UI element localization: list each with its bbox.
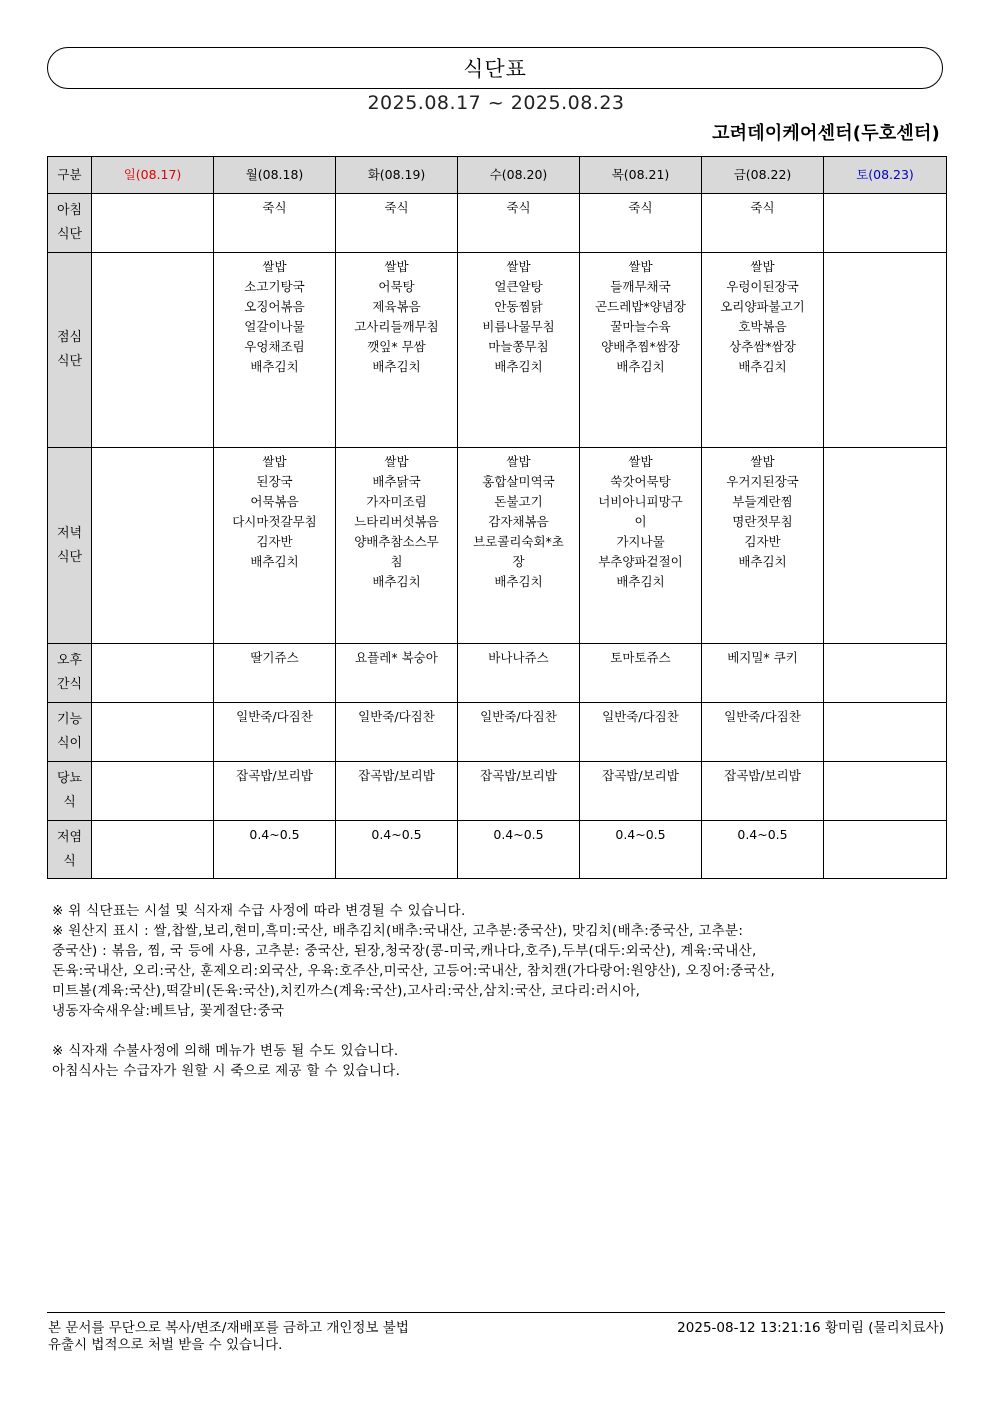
menu-item: 우렁이된장국 bbox=[726, 279, 799, 294]
menu-cell-functional-diet-thu bbox=[580, 703, 702, 762]
menu-item: 죽식 bbox=[384, 200, 409, 215]
menu-cell-lunch-fri bbox=[702, 253, 824, 448]
day-header-wed: 수(08.20) bbox=[458, 157, 580, 194]
menu-cell-diabetic-diet-sun bbox=[92, 762, 214, 821]
menu-item: 들깨무채국 bbox=[610, 279, 671, 294]
menu-cell-functional-diet-sat bbox=[824, 703, 947, 762]
row-label-text: 식 bbox=[63, 795, 76, 810]
menu-period: 2025.08.17 ~ 2025.08.23 bbox=[367, 92, 625, 114]
menu-item: 명란젓무침 bbox=[732, 514, 793, 529]
menu-item: 배추김치 bbox=[250, 554, 299, 569]
day-header-sun: 일(08.17) bbox=[92, 157, 214, 194]
footer-disclaimer-line1: 본 문서를 무단으로 복사/변조/재배포를 금하고 개인정보 불법 bbox=[48, 1320, 409, 1336]
menu-item: 잡곡밥/보리밥 bbox=[236, 768, 313, 783]
menu-item: 죽식 bbox=[750, 200, 775, 215]
table-row-functional-diet bbox=[48, 703, 947, 762]
menu-item: 잡곡밥/보리밥 bbox=[602, 768, 679, 783]
menu-item: 0.4~0.5 bbox=[615, 827, 666, 842]
menu-item: 배추김치 bbox=[372, 359, 421, 374]
corner-label: 구분 bbox=[48, 157, 92, 194]
menu-item: 쌀밥 bbox=[628, 454, 653, 469]
menu-cell-dinner-sat bbox=[824, 448, 947, 644]
menu-item: 잡곡밥/보리밥 bbox=[480, 768, 557, 783]
menu-item: 0.4~0.5 bbox=[493, 827, 544, 842]
menu-item: 쌀밥 bbox=[384, 454, 409, 469]
table-row-afternoon-snack bbox=[48, 644, 947, 703]
row-label-text: 식 bbox=[63, 853, 76, 869]
menu-item: 바나나쥬스 bbox=[488, 650, 549, 665]
menu-cell-low-sodium-diet-sun bbox=[92, 821, 214, 879]
menu-cell-dinner-wed bbox=[458, 448, 580, 644]
footer-disclaimer bbox=[48, 1320, 409, 1354]
menu-item: 쑥갓어묵탕 bbox=[610, 474, 671, 489]
menu-item: 소고기탕국 bbox=[244, 279, 305, 294]
row-label-functional-diet bbox=[48, 703, 92, 762]
menu-item: 0.4~0.5 bbox=[737, 827, 788, 842]
menu-cell-dinner-sun bbox=[92, 448, 214, 644]
menu-item: 고사리들깨무침 bbox=[354, 319, 439, 334]
table-header-row bbox=[48, 157, 947, 194]
menu-cell-afternoon-snack-wed bbox=[458, 644, 580, 703]
row-label-diabetic-diet bbox=[48, 762, 92, 821]
menu-cell-afternoon-snack-mon bbox=[214, 644, 336, 703]
menu-item: 배추김치 bbox=[250, 359, 299, 374]
menu-item: 김자반 bbox=[256, 534, 293, 549]
menu-cell-dinner-fri bbox=[702, 448, 824, 644]
menu-cell-low-sodium-diet-sat bbox=[824, 821, 947, 879]
note-line: 아침식사는 수급자가 원할 시 죽으로 제공 할 수 있습니다. bbox=[52, 1063, 401, 1079]
menu-item: 요플레* 복숭아 bbox=[355, 650, 438, 665]
row-label-lunch bbox=[48, 253, 92, 448]
menu-cell-functional-diet-fri bbox=[702, 703, 824, 762]
menu-item: 곤드레밥*양념장 bbox=[595, 299, 686, 314]
row-label-afternoon-snack bbox=[48, 644, 92, 703]
day-header-fri: 금(08.22) bbox=[702, 157, 824, 194]
note-line: 중국산) : 볶음, 찜, 국 등에 사용, 고추분: 중국산, 된장,청국장(콩-미국,캐나다,호주),두부(대두:외국산), 계육:국내산, bbox=[52, 943, 757, 959]
row-label-text: 식단 bbox=[56, 549, 83, 565]
menu-cell-lunch-sun bbox=[92, 253, 214, 448]
menu-cell-dinner-thu bbox=[580, 448, 702, 644]
menu-item: 쌀밥 bbox=[506, 454, 531, 469]
menu-item: 된장국 bbox=[256, 474, 293, 489]
table-row-dinner bbox=[48, 448, 947, 644]
menu-cell-diabetic-diet-fri bbox=[702, 762, 824, 821]
row-label-low-sodium-diet bbox=[48, 821, 92, 879]
menu-item: 이 bbox=[634, 514, 647, 529]
menu-cell-functional-diet-mon bbox=[214, 703, 336, 762]
page-title: 식단표 bbox=[463, 57, 527, 81]
menu-cell-afternoon-snack-thu bbox=[580, 644, 702, 703]
menu-item: 우엉채조림 bbox=[244, 339, 305, 354]
menu-item: 얼갈이나물 bbox=[244, 319, 305, 334]
table-row-breakfast bbox=[48, 194, 947, 253]
menu-item: 일반죽/다짐찬 bbox=[236, 709, 313, 724]
row-label-dinner bbox=[48, 448, 92, 644]
menu-cell-diabetic-diet-tue bbox=[336, 762, 458, 821]
menu-item: 어묵탕 bbox=[378, 279, 415, 294]
menu-item: 배추김치 bbox=[616, 574, 665, 589]
menu-cell-low-sodium-diet-wed bbox=[458, 821, 580, 879]
menu-cell-diabetic-diet-thu bbox=[580, 762, 702, 821]
menu-item: 0.4~0.5 bbox=[249, 827, 300, 842]
menu-item: 쌀밥 bbox=[628, 259, 653, 274]
menu-item: 잡곡밥/보리밥 bbox=[724, 768, 801, 783]
day-header-sat: 토(08.23) bbox=[824, 157, 947, 194]
menu-item: 브로콜리숙회*초 bbox=[473, 534, 564, 549]
menu-cell-low-sodium-diet-fri bbox=[702, 821, 824, 879]
table-row-lunch bbox=[48, 253, 947, 448]
menu-item: 쌀밥 bbox=[262, 454, 287, 469]
menu-cell-diabetic-diet-sat bbox=[824, 762, 947, 821]
center-name: 고려데이케어센터(두호센터) bbox=[712, 123, 940, 144]
menu-cell-breakfast-sat bbox=[824, 194, 947, 253]
menu-item: 일반죽/다짐찬 bbox=[358, 709, 435, 724]
table-row-diabetic-diet bbox=[48, 762, 947, 821]
menu-item: 오리양파불고기 bbox=[720, 299, 805, 314]
menu-item: 오징어볶음 bbox=[244, 299, 305, 314]
menu-item: 가자미조림 bbox=[366, 494, 427, 509]
menu-item: 양배추참소스무 bbox=[354, 534, 439, 549]
row-label-text: 간식 bbox=[56, 677, 83, 692]
menu-cell-afternoon-snack-sat bbox=[824, 644, 947, 703]
note-line: ※ 식자재 수불사정에 의해 메뉴가 변동 될 수도 있습니다. bbox=[52, 1043, 399, 1059]
menu-item: 너비아니피망구 bbox=[598, 494, 683, 509]
menu-item: 침 bbox=[390, 554, 403, 569]
menu-item: 쌀밥 bbox=[506, 259, 531, 274]
menu-item: 베지밀* 쿠키 bbox=[727, 650, 798, 665]
row-label-text: 저녁 bbox=[56, 525, 83, 541]
menu-item: 얼큰알탕 bbox=[494, 279, 543, 294]
menu-item: 배추김치 bbox=[372, 574, 421, 589]
menu-item: 돈불고기 bbox=[494, 494, 543, 509]
menu-item: 양배추찜*쌈장 bbox=[601, 339, 680, 354]
menu-cell-lunch-thu bbox=[580, 253, 702, 448]
menu-item: 비름나물무침 bbox=[482, 319, 555, 334]
menu-item: 0.4~0.5 bbox=[371, 827, 422, 842]
menu-item: 우거지된장국 bbox=[726, 474, 799, 489]
menu-item: 딸기쥬스 bbox=[250, 650, 299, 665]
row-label-text: 당뇨 bbox=[56, 771, 83, 786]
menu-table bbox=[47, 156, 947, 879]
row-label-text: 식이 bbox=[56, 736, 83, 751]
day-header-thu: 목(08.21) bbox=[580, 157, 702, 194]
footer-disclaimer-line2: 유출시 법적으로 처벌 받을 수 있습니다. bbox=[48, 1337, 283, 1353]
menu-cell-diabetic-diet-mon bbox=[214, 762, 336, 821]
menu-cell-dinner-mon bbox=[214, 448, 336, 644]
menu-item: 배추김치 bbox=[494, 574, 543, 589]
menu-item: 깻잎* 무쌈 bbox=[367, 339, 426, 354]
row-label-text: 저염 bbox=[56, 829, 83, 845]
menu-item: 가지나물 bbox=[616, 534, 665, 549]
day-header-mon: 월(08.18) bbox=[214, 157, 336, 194]
table-row-low-sodium-diet bbox=[48, 821, 947, 879]
menu-item: 꿀마늘수육 bbox=[610, 319, 671, 334]
menu-cell-breakfast-fri bbox=[702, 194, 824, 253]
menu-item: 부추양파겉절이 bbox=[598, 554, 683, 569]
menu-item: 김자반 bbox=[744, 534, 781, 549]
day-header-tue: 화(08.19) bbox=[336, 157, 458, 194]
origin-notes bbox=[52, 901, 932, 1021]
footer-print-info: 2025-08-12 13:21:16 황미림 (물리치료사) bbox=[677, 1320, 944, 1336]
menu-item: 어묵볶음 bbox=[250, 494, 299, 509]
extra-notes bbox=[52, 1041, 932, 1081]
menu-item: 쌀밥 bbox=[384, 259, 409, 274]
menu-cell-lunch-tue bbox=[336, 253, 458, 448]
menu-item: 잡곡밥/보리밥 bbox=[358, 768, 435, 783]
menu-item: 죽식 bbox=[506, 200, 531, 215]
menu-item: 토마토쥬스 bbox=[610, 650, 671, 665]
menu-item: 호박볶음 bbox=[738, 319, 787, 334]
note-line: 미트볼(계육:국산),떡갈비(돈육:국산),치킨까스(계육:국산),고사리:국산,삼치:국산, 코다리:러시아, bbox=[52, 983, 641, 999]
menu-item: 쌀밥 bbox=[262, 259, 287, 274]
note-line: 냉동자숙새우살:베트남, 꽃게절단:중국 bbox=[52, 1003, 285, 1019]
menu-item: 일반죽/다짐찬 bbox=[724, 709, 801, 724]
menu-cell-breakfast-mon bbox=[214, 194, 336, 253]
menu-item: 다시마젓갈무침 bbox=[232, 514, 317, 529]
menu-cell-breakfast-thu bbox=[580, 194, 702, 253]
menu-cell-functional-diet-wed bbox=[458, 703, 580, 762]
menu-item: 느타리버섯볶음 bbox=[354, 514, 439, 529]
row-label-text: 식단 bbox=[56, 354, 83, 369]
menu-cell-afternoon-snack-tue bbox=[336, 644, 458, 703]
menu-cell-afternoon-snack-sun bbox=[92, 644, 214, 703]
menu-item: 일반죽/다짐찬 bbox=[602, 709, 679, 724]
menu-cell-low-sodium-diet-tue bbox=[336, 821, 458, 879]
menu-item: 죽식 bbox=[628, 200, 653, 215]
menu-item: 부들계란찜 bbox=[732, 494, 793, 509]
menu-item: 홍합살미역국 bbox=[482, 474, 555, 489]
menu-item: 쌀밥 bbox=[750, 259, 775, 274]
menu-item: 상추쌈*쌈장 bbox=[729, 339, 796, 354]
note-line: 돈육:국내산, 오리:국산, 훈제오리:외국산, 우육:호주산,미국산, 고등어:국내산, 참치캔(가다랑어:원양산), 오징어:중국산, bbox=[52, 963, 776, 979]
menu-item: 배추김치 bbox=[494, 359, 543, 374]
menu-cell-dinner-tue bbox=[336, 448, 458, 644]
menu-item: 쌀밥 bbox=[750, 454, 775, 469]
row-label-text: 오후 bbox=[56, 653, 83, 668]
row-label-text: 식단 bbox=[56, 227, 83, 242]
menu-item: 죽식 bbox=[262, 200, 287, 215]
menu-item: 배추김치 bbox=[738, 554, 787, 569]
menu-cell-breakfast-wed bbox=[458, 194, 580, 253]
note-line: ※ 원산지 표시 : 쌀,찹쌀,보리,현미,흑미:국산, 배추김치(배추:국내산, 고추분:중국산), 맛김치(배추:중국산, 고추분: bbox=[52, 923, 744, 939]
menu-cell-functional-diet-sun bbox=[92, 703, 214, 762]
notes-section bbox=[52, 901, 932, 1081]
menu-cell-low-sodium-diet-mon bbox=[214, 821, 336, 879]
menu-item: 마늘쫑무침 bbox=[488, 339, 549, 354]
note-line: ※ 위 식단표는 시설 및 식자재 수급 사정에 따라 변경될 수 있습니다. bbox=[52, 903, 466, 919]
menu-cell-low-sodium-diet-thu bbox=[580, 821, 702, 879]
menu-cell-functional-diet-tue bbox=[336, 703, 458, 762]
footer-divider bbox=[47, 1312, 945, 1313]
menu-item: 배추김치 bbox=[616, 359, 665, 374]
menu-item: 제육볶음 bbox=[372, 299, 421, 314]
menu-item: 일반죽/다짐찬 bbox=[480, 709, 557, 724]
menu-item: 배추닭국 bbox=[372, 474, 421, 489]
menu-item: 장 bbox=[512, 554, 525, 569]
row-label-breakfast bbox=[48, 194, 92, 253]
menu-item: 안동찜닭 bbox=[494, 299, 543, 314]
menu-cell-lunch-sat bbox=[824, 253, 947, 448]
menu-item: 감자채볶음 bbox=[488, 514, 549, 529]
page-title-box bbox=[47, 47, 943, 89]
menu-cell-afternoon-snack-fri bbox=[702, 644, 824, 703]
menu-item: 배추김치 bbox=[738, 359, 787, 374]
menu-cell-lunch-wed bbox=[458, 253, 580, 448]
row-label-text: 점심 bbox=[56, 330, 83, 345]
row-label-text: 아침 bbox=[56, 203, 83, 218]
row-label-text: 기능 bbox=[56, 712, 83, 727]
menu-cell-breakfast-tue bbox=[336, 194, 458, 253]
menu-cell-diabetic-diet-wed bbox=[458, 762, 580, 821]
menu-cell-lunch-mon bbox=[214, 253, 336, 448]
menu-cell-breakfast-sun bbox=[92, 194, 214, 253]
